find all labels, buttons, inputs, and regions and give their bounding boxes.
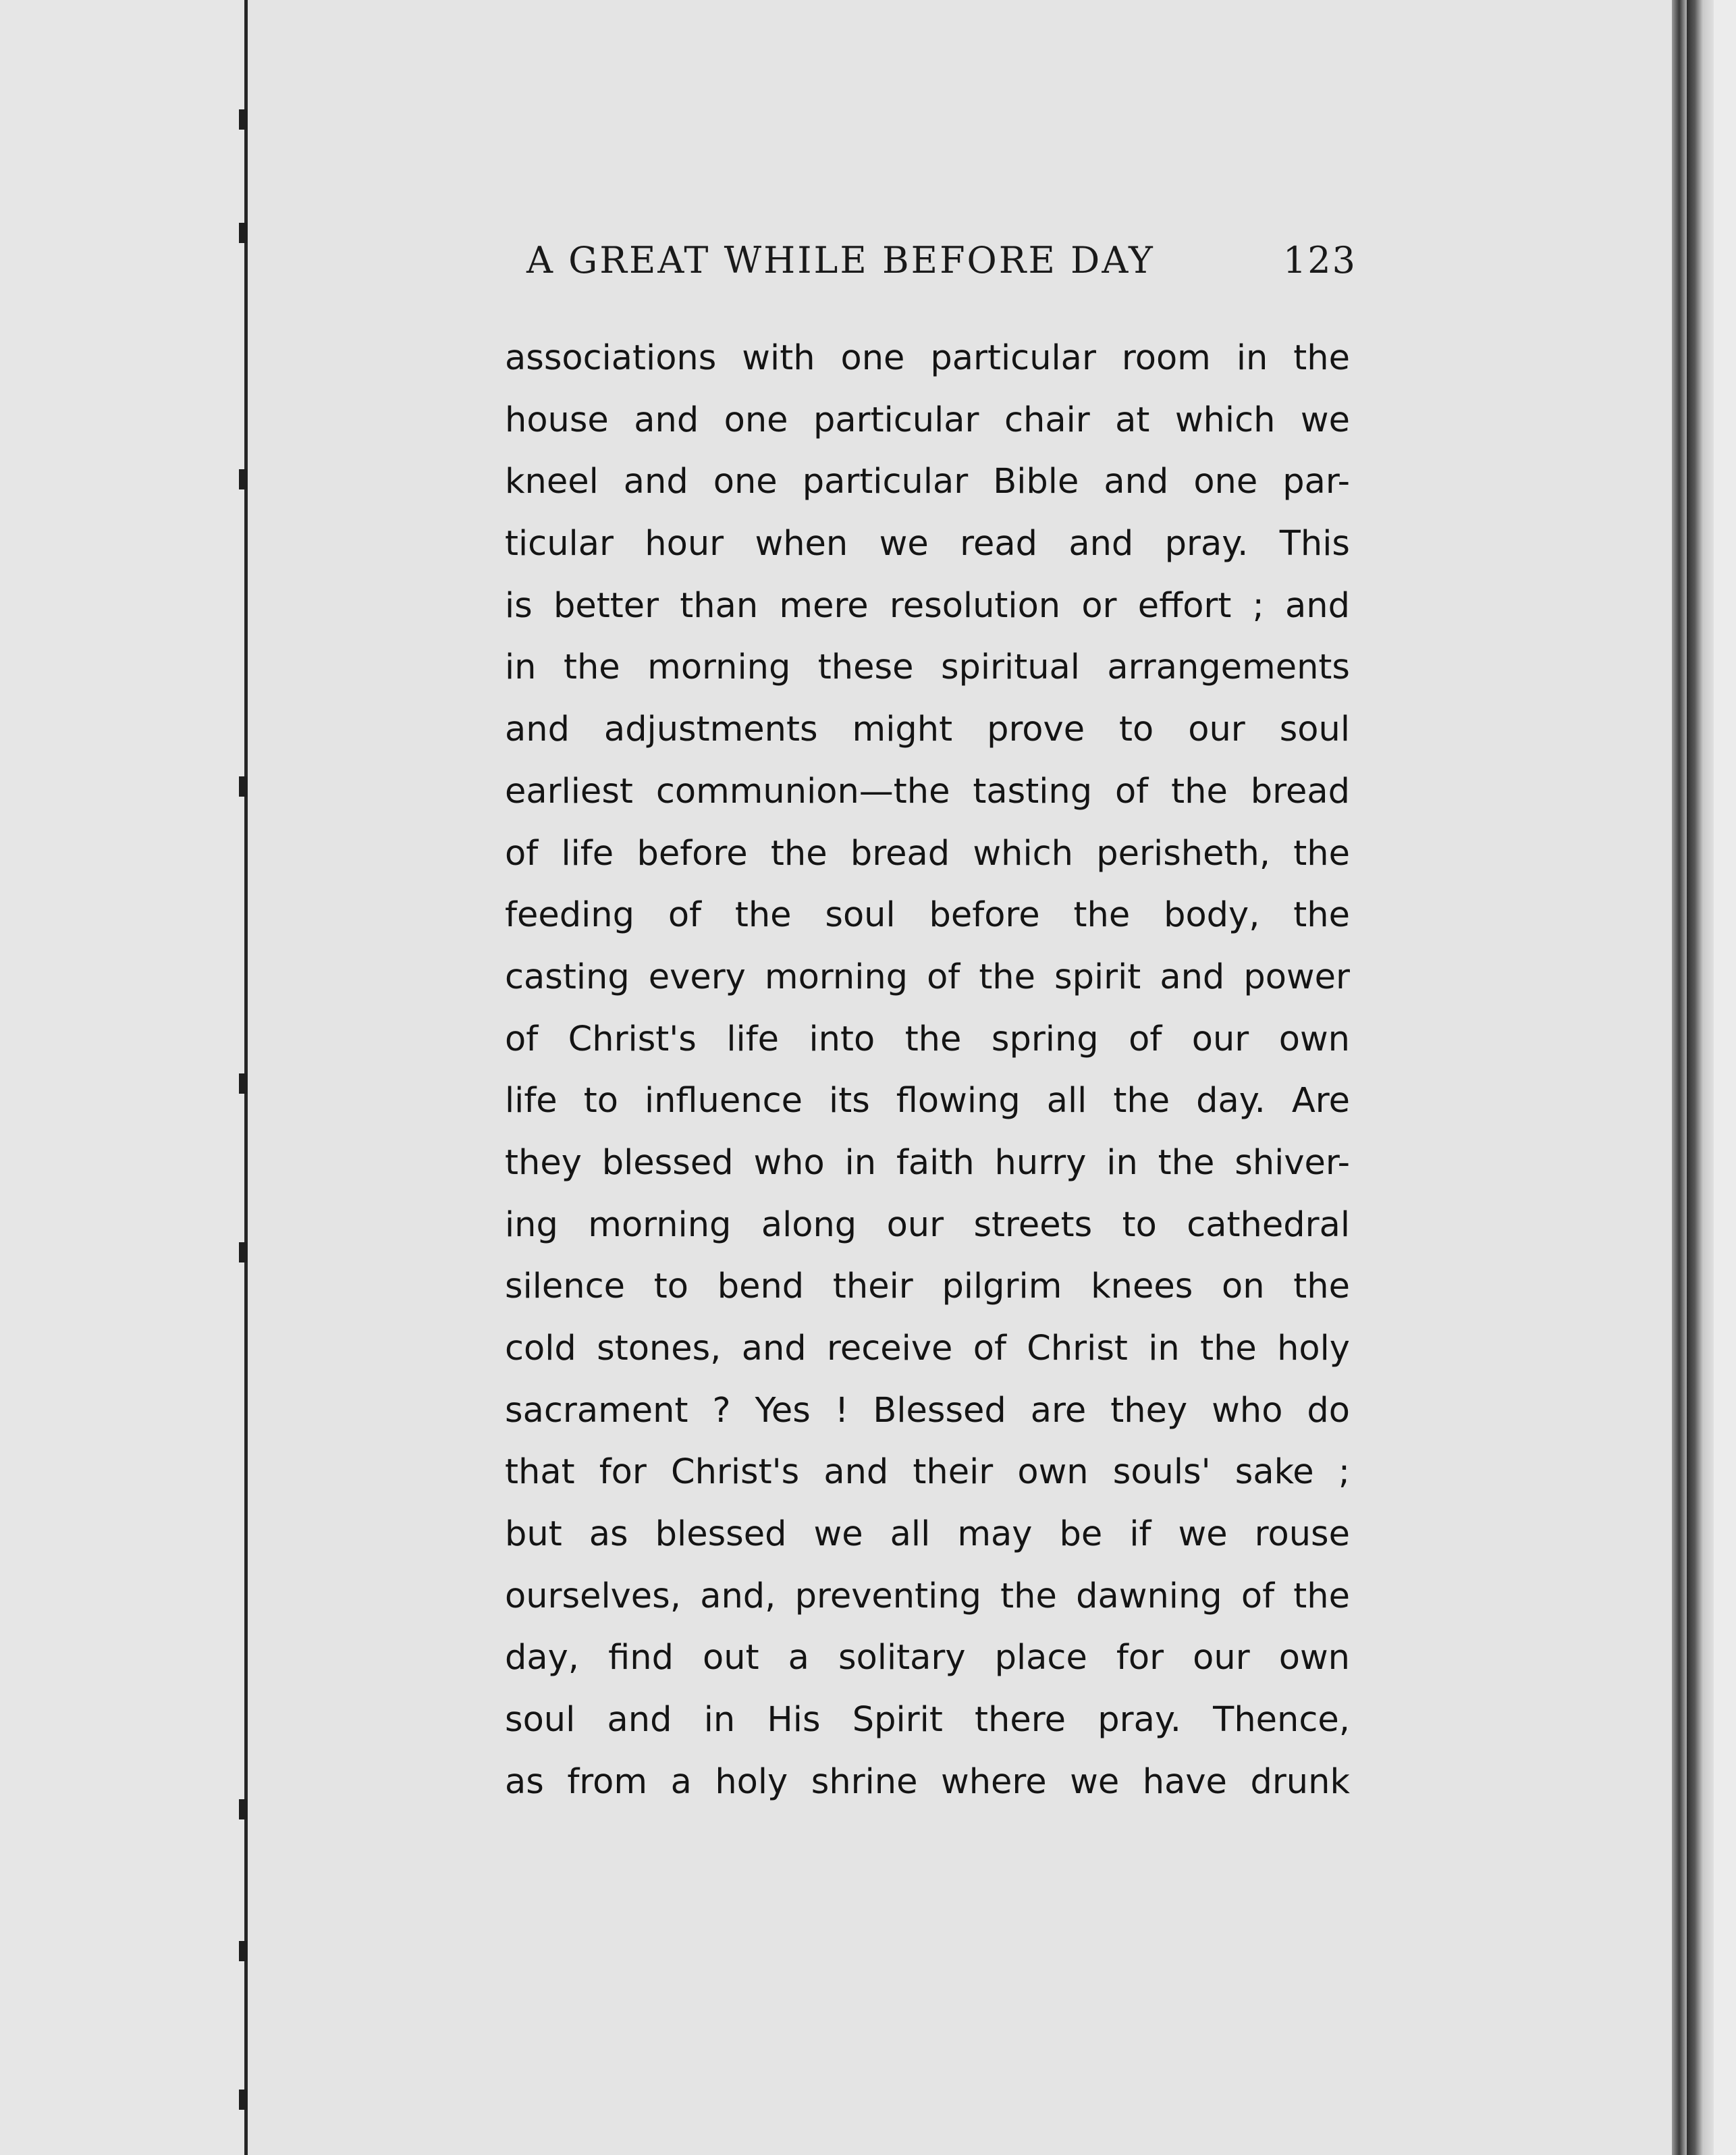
spine-tick bbox=[239, 2090, 247, 2110]
spine-tick bbox=[239, 1073, 247, 1094]
text-line: sacrament ? Yes ! Blessed are they who do bbox=[505, 1390, 1350, 1431]
text-line: that for Christ's and their own souls' sake ; bbox=[505, 1452, 1350, 1493]
body-text bbox=[505, 327, 1350, 1813]
spine-tick bbox=[239, 223, 247, 243]
text-line: and adjustments might prove to our soul bbox=[505, 710, 1350, 750]
text-line: ing morning along our streets to cathedral bbox=[505, 1204, 1350, 1245]
text-line: cold stones, and receive of Christ in the holy bbox=[505, 1329, 1350, 1368]
page-edge-dark bbox=[1687, 0, 1714, 2155]
text-line: earliest communion—the tasting of the bread bbox=[505, 771, 1350, 812]
spine-tick bbox=[239, 776, 247, 797]
text-line: silence to bend their pilgrim knees on the bbox=[505, 1267, 1350, 1307]
text-line: day, find out a solitary place for our own bbox=[505, 1638, 1350, 1678]
text-line: casting every morning of the spirit and power bbox=[505, 957, 1350, 997]
spine-tick bbox=[239, 1242, 247, 1262]
text-line: associations with one particular room in the bbox=[505, 338, 1350, 378]
outer-margin-strip bbox=[1714, 0, 1736, 2155]
page-number: 123 bbox=[1282, 239, 1357, 282]
running-head bbox=[526, 230, 1357, 290]
text-line: is better than mere resolution or effort ; and bbox=[505, 585, 1350, 626]
spine-tick bbox=[239, 1941, 247, 1961]
text-line: of life before the bread which perisheth, the bbox=[505, 833, 1350, 874]
text-line: of Christ's life into the spring of our own bbox=[505, 1019, 1350, 1059]
spine-tick bbox=[239, 109, 247, 130]
spine-tick bbox=[239, 1799, 247, 1819]
text-line: soul and in His Spirit there pray. Thence, bbox=[505, 1700, 1350, 1740]
text-line: ticular hour when we read and pray. This bbox=[505, 524, 1350, 564]
page-edge-shadow bbox=[1672, 0, 1687, 2155]
text-line: in the morning these spiritual arrangements bbox=[505, 647, 1350, 688]
text-line: as from a holy shrine where we have drunk bbox=[505, 1761, 1350, 1802]
text-line: but as blessed we all may be if we rouse bbox=[505, 1514, 1350, 1555]
text-line: house and one particular chair at which we bbox=[505, 400, 1350, 440]
left-page-margin bbox=[0, 0, 246, 2155]
text-line: kneel and one particular Bible and one par- bbox=[505, 462, 1350, 502]
spine-tick bbox=[239, 469, 247, 489]
running-title: A GREAT WHILE BEFORE DAY bbox=[526, 239, 1155, 282]
text-line: feeding of the soul before the body, the bbox=[505, 895, 1350, 936]
text-line: they blessed who in faith hurry in the shiver- bbox=[505, 1142, 1350, 1183]
text-line: life to influence its flowing all the day. Are bbox=[505, 1081, 1350, 1121]
text-line: ourselves, and, preventing the dawning of the bbox=[505, 1576, 1350, 1616]
